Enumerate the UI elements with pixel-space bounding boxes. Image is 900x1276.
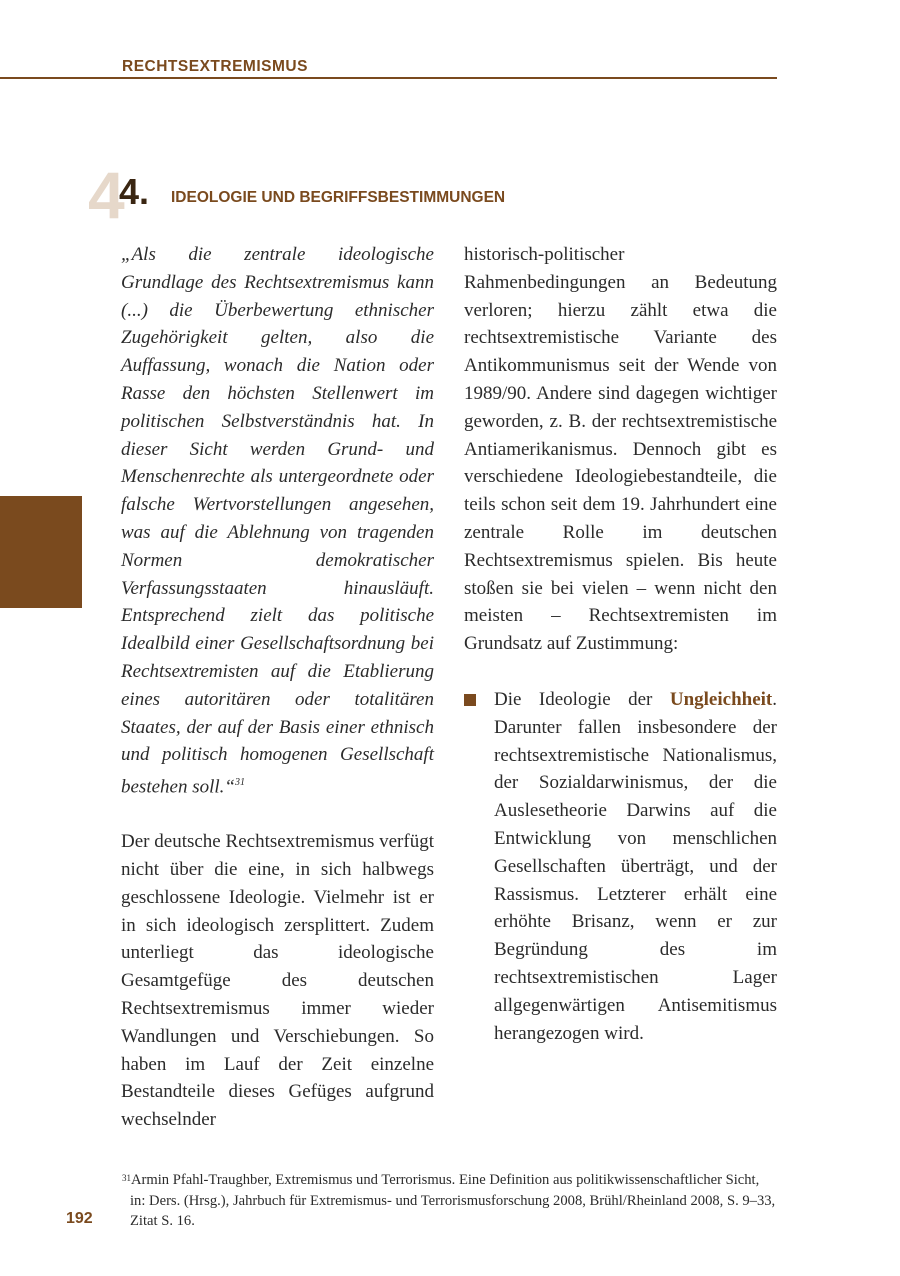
left-column [121,241,434,1134]
bullet-item [464,686,777,1047]
bullet-term: Ungleichheit [669,688,773,710]
page-number: 192 [66,1210,93,1227]
footnote-text: Armin Pfahl-Traughber, Extremismus und Terrorismus. Eine Definition aus politikwissenschaftlicher Sicht, in: Ders. (Hrsg.), Jahrbuch für Extremismus- und Terrorismusforschung 2008, Brühl/Rheinland 2008, S. 9–33, Zitat S. 16. [130,1172,776,1229]
chapter-side-tab [0,496,82,608]
body-paragraph-left: Der deutsche Rechtsextremismus verfügt nicht über die eine, in sich halbwegs geschlossene Ideologie. Vielmehr ist er in sich ideologisch zersplittert. Zudem unterliegt das ideologische Gesamtgefüge des deutschen Rechtsextremismus immer wieder Wandlungen und Verschiebungen. So haben im Lauf der Zeit einzelne Bestandteile dieses Gefüges aufgrund wechselnder [121,831,434,1131]
bullet-text: . Darunter fallen insbesondere der rechtsextremistische Nationalismus, der Sozialdarwinismus, der die Auslesetheorie Darwins auf die Entwicklung von menschlichen Gesellschaften überträgt, und der Rassismus. Letzterer erhält eine erhöhte Brisanz, wenn er zur Begründung des im rechtsextremistischen Lager allgegenwärtigen Antisemitismus herangezogen wird. [494,688,777,1044]
header-rule [0,77,777,79]
footnote [122,1170,778,1232]
running-title: RECHTSEXTREMISMUS [122,58,308,75]
chapter-number-ghost: 4 [88,158,125,232]
body-paragraph-right: historisch-politischer Rahmenbedingungen an Bedeutung verloren; hierzu zählt etwa die rechtsextremistische Variante des Antikommunismus seit der Wende von 1989/90. Andere sind dagegen wichtiger geworden, z. B. der rechtsextremistische Antiamerikanismus. Dennoch gibt es verschiedene Ideologiebestandteile, die teils schon seit dem 19. Jahrhundert eine zentrale Rolle im deutschen Rechtsextremismus spielen. Bis heute stoßen sie bei vielen – wenn nicht den meisten – Rechtsextremisten im Grundsatz auf Zustimmung: [464,244,777,655]
square-bullet-icon [464,694,476,706]
quote-text: „Als die zentrale ideologische Grundlage des Rechtsextremismus kann (...) die Überbewertung ethnischer Zugehörigkeit gelten, also die Auffassung, wonach die Nation oder Rasse den höchsten Stellenwert im politischen Selbstverständnis hat. In dieser Sicht werden Grund- und Menschenrechte als untergeordnete oder falsche Wertvorstellungen angesehen, was auf die Ablehnung von tragenden Normen demokratischer Verfassungsstaaten hinausläuft. Entsprechend zielt das politische Idealbild einer Gesellschaftsordnung bei Rechtsextremisten auf die Etablierung eines autoritären oder totalitären Staates, der auf der Basis einer ethnisch und politisch homogenen Gesellschaft bestehen soll.“ [121,244,434,798]
footnote-number: 31 [122,1173,131,1183]
chapter-title: IDEOLOGIE UND BEGRIFFSBESTIMMUNGEN [171,189,506,206]
right-column [464,241,777,1047]
bullet-lead: Die Ideologie der [494,688,670,710]
block-quote [121,241,434,801]
chapter-number: 4. [119,171,150,212]
quote-footnote-ref: 31 [235,777,245,789]
